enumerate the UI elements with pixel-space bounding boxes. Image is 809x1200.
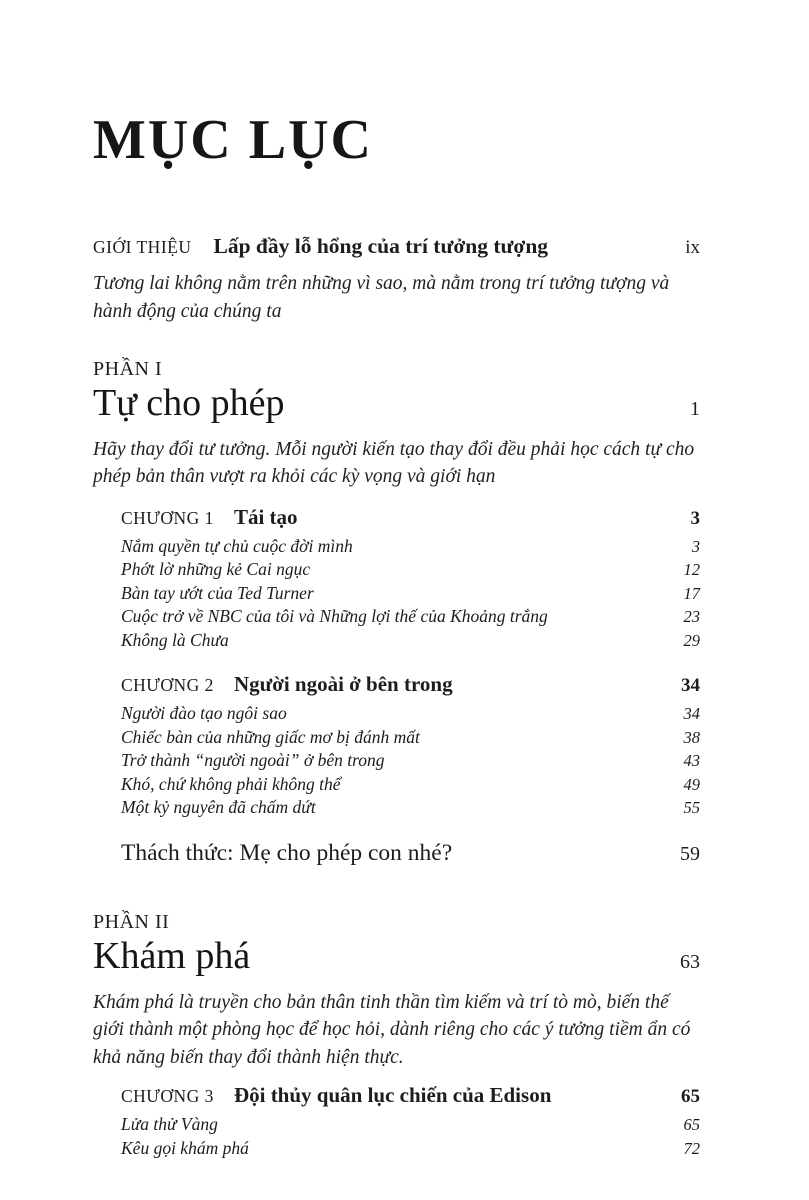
entry-title: Người đào tạo ngôi sao: [121, 703, 287, 724]
entry-page-number: 65: [683, 1115, 700, 1135]
chapter-1-heading: [121, 505, 700, 530]
entry-page-number: 49: [683, 774, 700, 794]
chapter-1-label: CHƯƠNG 1: [121, 507, 214, 528]
entry-page-number: 34: [683, 704, 700, 724]
intro-description: Tương lai không nằm trên những vì sao, mà nằm trong trí tưởng tượng và hành động của chúng ta: [93, 273, 670, 322]
toc-entry: [121, 726, 700, 750]
toc-entry: [121, 1113, 700, 1137]
entry-page-number: 72: [683, 1138, 700, 1158]
part-1-page-number: 1: [690, 398, 700, 420]
entry-title: Không là Chưa: [121, 629, 229, 650]
entry-page-number: 38: [683, 727, 700, 747]
entry-page-number: 23: [683, 607, 700, 627]
chapter-1-title: Tái tạo: [233, 504, 298, 529]
chapter-2-heading: [121, 672, 700, 697]
toc-content: [93, 0, 700, 1160]
chapter-3-page-number: 65: [681, 1086, 700, 1108]
part-1-description: Hãy thay đổi tư tưởng. Mỗi người kiến tạo thay đổi đều phải học cách tự cho phép bản thân vượt ra khỏi các kỳ vọng và giới hạn: [93, 438, 695, 488]
toc-entry: [121, 796, 700, 820]
intro-entry: [93, 234, 700, 259]
entry-title: Khó, chứ không phải không thể: [121, 773, 341, 794]
part-2-label: PHẦN II: [93, 910, 170, 933]
part-2-title: Khám phá: [93, 934, 251, 977]
entry-page-number: 3: [691, 536, 700, 556]
entry-title: Chiếc bàn của những giấc mơ bị đánh mất: [121, 726, 420, 747]
chapter-2-page-number: 34: [681, 675, 700, 697]
entry-title: Nắm quyền tự chủ cuộc đời mình: [121, 535, 353, 556]
intro-label: GIỚI THIỆU: [93, 237, 192, 257]
challenge-entry: [121, 840, 700, 867]
chapter-3-heading: [121, 1083, 700, 1108]
entry-page-number: 17: [683, 583, 700, 603]
entry-page-number: 43: [683, 751, 700, 771]
chapter-3: [121, 1083, 700, 1160]
entry-page-number: 55: [683, 798, 700, 818]
chapter-2-label: CHƯƠNG 2: [121, 675, 214, 696]
toc-entry: [121, 629, 700, 653]
entry-page-number: 12: [683, 560, 700, 580]
toc-entry: [121, 773, 700, 797]
chapter-2-title: Người ngoài ở bên trong: [233, 672, 453, 697]
part-1-title-row: [93, 383, 700, 425]
chapter-1: [121, 505, 700, 653]
toc-entry: [121, 535, 700, 559]
part-1-title: Tự cho phép: [93, 382, 285, 424]
challenge-title: Thách thức: Mẹ cho phép con nhé?: [121, 839, 453, 866]
toc-entry: [121, 1137, 700, 1161]
intro-page-number: ix: [685, 237, 700, 258]
toc-entry: [121, 558, 700, 582]
toc-entry: [121, 605, 700, 629]
toc-entry: [121, 749, 700, 773]
part-1: [93, 358, 700, 867]
entry-title: Cuộc trở về NBC của tôi và Những lợi thế của Khoảng trắng: [121, 606, 548, 627]
page-title: MỤC LỤC: [93, 109, 373, 171]
toc-entry: [121, 702, 700, 726]
part-1-label: PHẦN I: [93, 358, 163, 380]
chapter-3-title: Đội thủy quân lục chiến của Edison: [233, 1083, 552, 1108]
chapter-2: [121, 672, 700, 820]
challenge-page-number: 59: [680, 842, 700, 865]
entry-page-number: 29: [683, 630, 700, 650]
toc-entry: [121, 582, 700, 606]
entry-title: Một kỷ nguyên đã chấm dứt: [121, 797, 316, 818]
part-2-description: Khám phá là truyền cho bản thân tinh thần tìm kiếm và trí tò mò, biến thế giới thành một phòng học để học hỏi, dành riêng cho các ý tưởng tiềm ẩn có khả năng biến thay đổi thành hiện thực.: [93, 991, 691, 1068]
entry-title: Phớt lờ những kẻ Cai ngục: [121, 559, 311, 580]
chapter-1-page-number: 3: [690, 507, 700, 529]
part-2: [93, 911, 700, 1160]
intro-title: Lấp đầy lỗ hổng của trí tưởng tượng: [213, 234, 549, 258]
chapter-3-label: CHƯƠNG 3: [121, 1086, 214, 1107]
entry-title: Kêu gọi khám phá: [121, 1137, 249, 1158]
part-2-page-number: 63: [680, 950, 700, 973]
entry-title: Lửa thử Vàng: [121, 1114, 218, 1135]
entry-title: Trở thành “người ngoài” ở bên trong: [121, 750, 385, 771]
part-2-title-row: [93, 936, 700, 978]
entry-title: Bàn tay ướt của Ted Turner: [121, 582, 314, 603]
